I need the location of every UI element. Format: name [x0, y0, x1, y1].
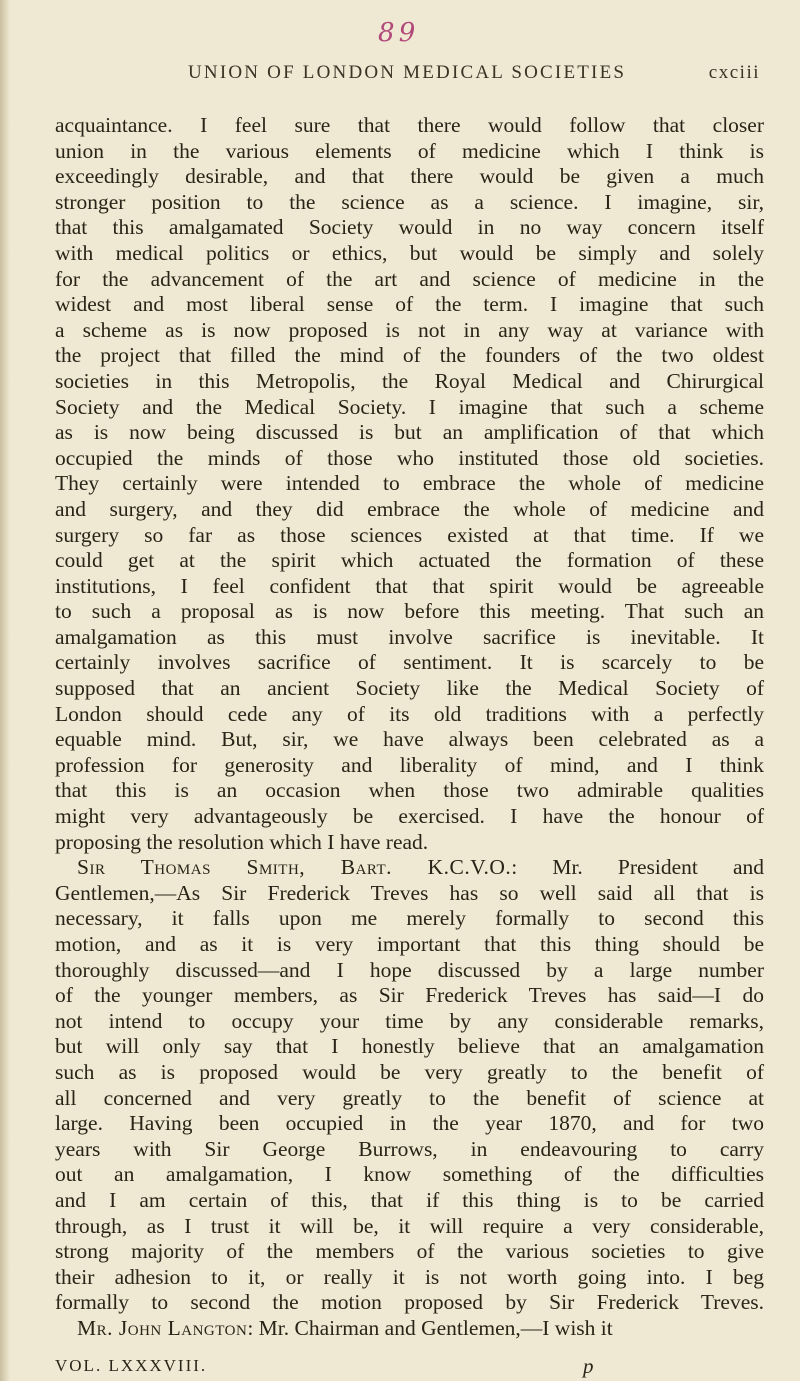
volume-mark: VOL. LXXXVIII.	[55, 1356, 208, 1375]
text-line: to such a proposal as is now before this meeting. That such an	[55, 599, 764, 624]
text-line: could get at the spirit which actuated the formation of these	[55, 548, 764, 573]
speaker-name: Mr. John Langton	[77, 1315, 248, 1340]
text-line: for the advancement of the art and science of medicine in the	[55, 266, 764, 291]
text-line: large. Having been occupied in the year 1870, and for two	[55, 1111, 764, 1136]
text-line: strong majority of the members of the various societies to give	[55, 1239, 764, 1264]
speech-opening-line	[55, 855, 764, 881]
text-line: amalgamation as this must involve sacrifice is inevitable. It	[55, 624, 764, 649]
body-text	[55, 113, 764, 1342]
text-line: equable mind. But, sir, we have always been celebrated as a	[55, 727, 764, 752]
speech-opening-text: : Mr. President and	[511, 855, 764, 880]
speech-opening-text: : Mr. Chairman and Gentlemen,—I wish it	[247, 1315, 613, 1340]
text-line: not intend to occupy your time by any considerable remarks,	[55, 1008, 764, 1033]
text-line: supposed that an ancient Society like the Medical Society of	[55, 676, 764, 701]
text-line: and surgery, and they did embrace the whole of medicine and	[55, 496, 764, 521]
text-line: but will only say that I honestly believe that an amalgamation	[55, 1034, 764, 1059]
text-line: thoroughly discussed—and I hope discussed by a large number	[55, 957, 764, 982]
text-line: union in the various elements of medicine which I think is	[55, 138, 764, 163]
text-line: a scheme as is now proposed is not in any way at variance with	[55, 317, 764, 342]
paragraph-langton-speech	[55, 1316, 764, 1342]
text-line: occupied the minds of those who instituted those old societies.	[55, 445, 764, 470]
running-head	[120, 62, 760, 88]
text-line: exceedingly desirable, and that there would be given a much	[55, 164, 764, 189]
text-line: and I am certain of this, that if this thing is to be carried	[55, 1187, 764, 1212]
speech-body	[55, 881, 764, 1316]
paragraph-treves-conclusion	[55, 113, 764, 855]
text-line: Society and the Medical Society. I imagine that such a scheme	[55, 394, 764, 419]
running-head-title: UNION OF LONDON MEDICAL SOCIETIES	[188, 62, 627, 83]
text-line: as is now being discussed is but an amplification of that which	[55, 420, 764, 445]
text-line: acquaintance. I feel sure that there would follow that closer	[55, 113, 764, 137]
page-number: cxciii	[708, 62, 760, 83]
text-line: years with Sir George Burrows, in endeavouring to carry	[55, 1136, 764, 1161]
signature-mark: p	[583, 1354, 594, 1378]
text-line: the project that filled the mind of the founders of the two oldest	[55, 343, 764, 368]
text-line: necessary, it falls upon me merely formally to second this	[55, 906, 764, 931]
text-line: surgery so far as those sciences existed at that time. If we	[55, 522, 764, 547]
text-line: proposing the resolution which I have read.	[55, 829, 429, 854]
text-line: profession for generosity and liberality of mind, and I think	[55, 752, 764, 777]
text-line: with medical politics or ethics, but would be simply and solely	[55, 240, 764, 265]
text-line: London should cede any of its old traditions with a perfectly	[55, 701, 764, 726]
text-line: that this is an occasion when those two admirable qualities	[55, 778, 764, 803]
text-line: out an amalgamation, I know something of the difficulties	[55, 1162, 764, 1187]
text-line: might very advantageously be exercised. I have the honour of	[55, 804, 764, 829]
text-line: all concerned and very greatly to the benefit of science at	[55, 1085, 764, 1110]
page-edge-shadow	[0, 0, 10, 1381]
text-line: of the younger members, as Sir Frederick Treves has said—I do	[55, 983, 764, 1008]
text-line: motion, and as it is very important that this thing should be	[55, 932, 764, 956]
paragraph-smith-speech	[55, 855, 764, 1316]
pencil-annotation: 8 9	[378, 18, 414, 48]
speech-opening-line	[55, 1316, 764, 1342]
text-line: Gentlemen,—As Sir Frederick Treves has so well said all that is	[55, 880, 764, 905]
text-line: institutions, I feel confident that that spirit would be agreeable	[55, 573, 764, 598]
text-line: their adhesion to it, or really it is not worth going into. I beg	[55, 1264, 764, 1289]
text-line: through, as I trust it will be, it will require a very considerable,	[55, 1213, 764, 1238]
speaker-name: Sir Thomas Smith, Bart. K.C.V.O.	[77, 855, 512, 880]
text-line: widest and most liberal sense of the term. I imagine that such	[55, 292, 764, 317]
text-line: societies in this Metropolis, the Royal Medical and Chirurgical	[55, 368, 764, 393]
text-line: formally to second the motion proposed by Sir Frederick Treves.	[55, 1290, 764, 1315]
text-line: that this amalgamated Society would in no way concern itself	[55, 215, 764, 240]
text-line: stronger position to the science as a science. I imagine, sir,	[55, 189, 764, 214]
text-line: They certainly were intended to embrace the whole of medicine	[55, 471, 764, 496]
text-line: certainly involves sacrifice of sentiment. It is scarcely to be	[55, 650, 764, 675]
page-footer	[55, 1356, 764, 1378]
text-line: such as is proposed would be very greatly to the benefit of	[55, 1059, 764, 1084]
